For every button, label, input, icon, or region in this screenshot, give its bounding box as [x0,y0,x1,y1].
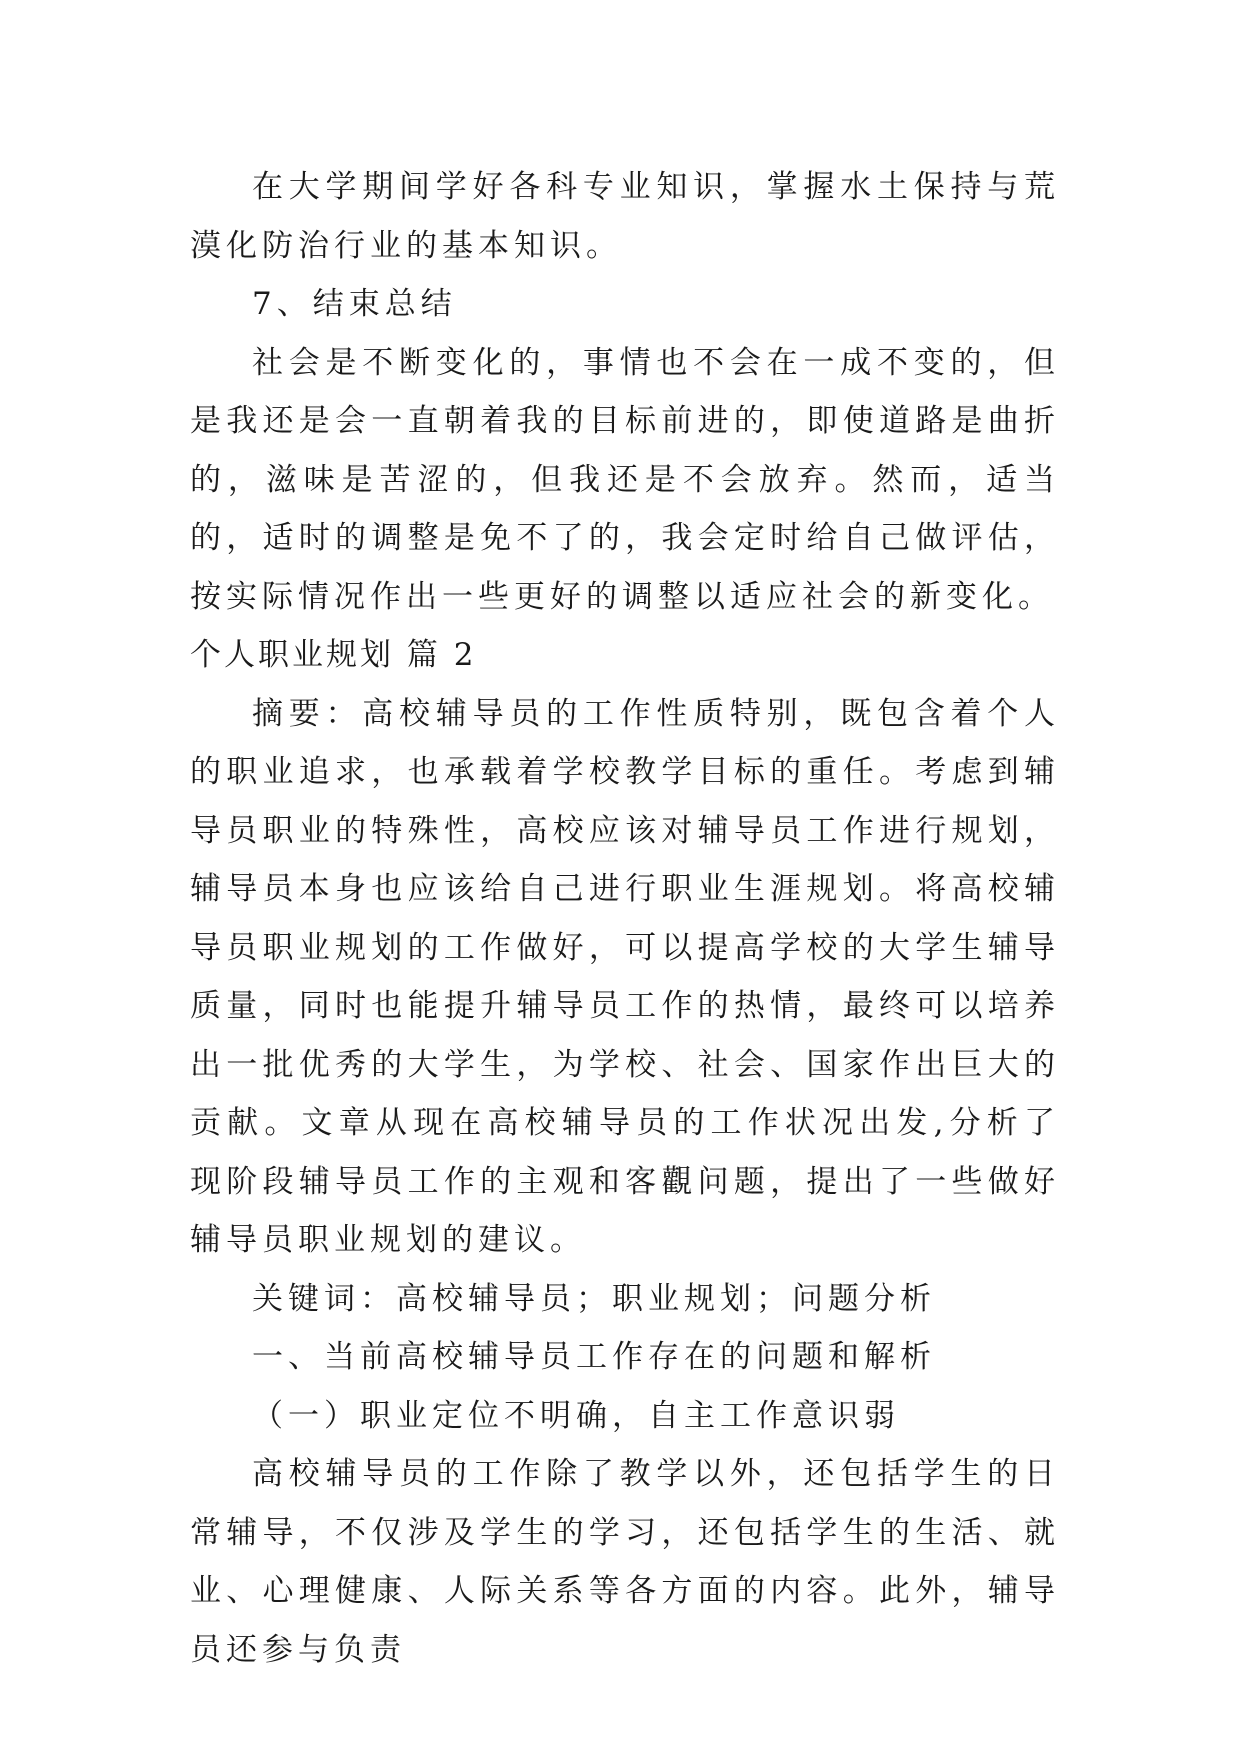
article-title: 个人职业规划 篇 2 [190,637,477,673]
paragraph-keywords: 关键词：高校辅导员；职业规划；问题分析 [252,1280,936,1317]
paragraph-conclusion: 社会是不断变化的，事情也不会在一成不变的，但是我还是会一直朝着我的目标前进的，即使道路是曲折的，滋味是苦涩的，但我还是不会放弃。然而，适当的，适时的调整是免不了的，我会定时给自己做评估，按实际情况作出一些更好的调整以适应社会的新变化。 [190,344,1060,615]
paragraph-study-goal: 在大学期间学好各科专业知识，掌握水土保持与荒漠化防治行业的基本知识。 [190,169,1060,264]
paragraph-counselor-duties: 高校辅导员的工作除了教学以外，还包括学生的日常辅导，不仅涉及学生的学习，还包括学生的生活、就业、心理健康、人际关系等各方面的内容。此外，辅导员还参与负责 [190,1456,1060,1668]
subsection-heading-positioning: （一）职业定位不明确，自主工作意识弱 [252,1397,900,1434]
section-heading-conclusion: 7、结束总结 [252,286,457,322]
document-body [190,158,1060,1679]
paragraph-abstract: 摘要：高校辅导员的工作性质特别，既包含着个人的职业追求，也承载着学校教学目标的重任。考虑到辅导员职业的特殊性，高校应该对辅导员工作进行规划，辅导员本身也应该给自己进行职业生涯规划。将高校辅导员职业规划的工作做好，可以提高学校的大学生辅导质量，同时也能提升辅导员工作的热情，最终可以培养出一批优秀的大学生，为学校、社会、国家作出巨大的贡献。文章从现在高校辅导员的工作状况出发,分析了现阶段辅导员工作的主观和客觀问题，提出了一些做好辅导员职业规划的建议。 [190,695,1060,1258]
section-heading-problems: 一、当前高校辅导员工作存在的问题和解析 [252,1339,936,1375]
